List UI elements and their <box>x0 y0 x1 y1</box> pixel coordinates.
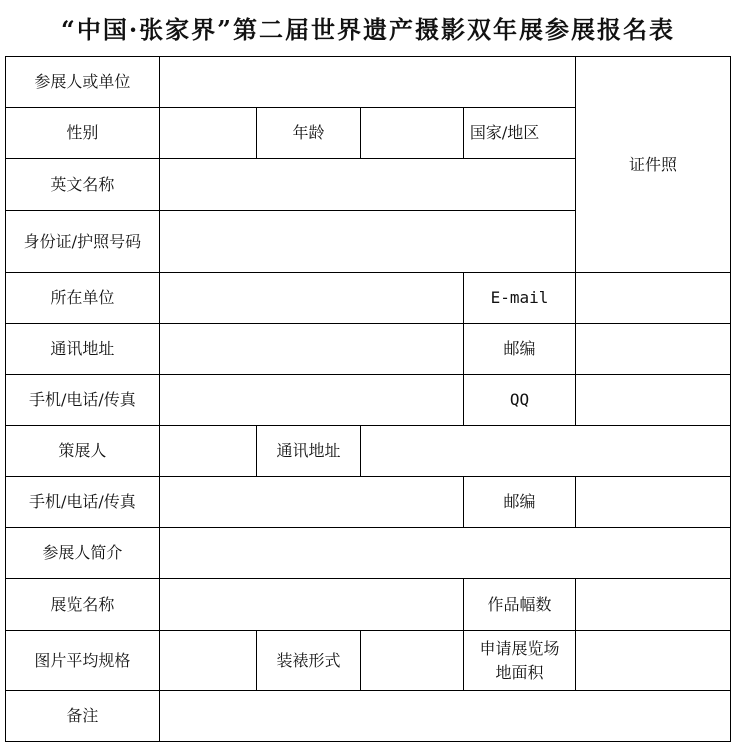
works-count-input-cell[interactable] <box>576 579 731 631</box>
curator-address-label: 通讯地址 <box>257 426 360 477</box>
mounting-input-cell[interactable] <box>360 631 463 691</box>
curator-phone-input-cell[interactable] <box>159 477 463 528</box>
mounting-label: 装裱形式 <box>257 631 360 691</box>
table-row <box>6 579 731 631</box>
table-row <box>6 426 731 477</box>
age-label: 年龄 <box>257 108 360 159</box>
organization-input-cell[interactable] <box>159 273 463 324</box>
table-row <box>6 691 731 742</box>
table-row <box>6 477 731 528</box>
qq-label: QQ <box>463 375 575 426</box>
curator-postcode-input-cell[interactable] <box>576 477 731 528</box>
id-number-input-cell[interactable] <box>159 211 575 273</box>
qq-input-cell[interactable] <box>576 375 731 426</box>
age-input-cell[interactable] <box>360 108 463 159</box>
participant-input-cell[interactable] <box>159 57 575 108</box>
country-label: 国家/地区 <box>469 123 540 142</box>
picture-spec-input-cell[interactable] <box>159 631 257 691</box>
bio-input-cell[interactable] <box>159 528 730 579</box>
form-title: “中国·张家界”第二届世界遗产摄影双年展参展报名表 <box>61 15 675 44</box>
id-photo-label: 证件照 <box>629 154 678 174</box>
address-input-cell[interactable] <box>159 324 463 375</box>
email-input-cell[interactable] <box>576 273 731 324</box>
works-count-label: 作品幅数 <box>463 579 575 631</box>
phone-input-cell[interactable] <box>159 375 463 426</box>
curator-label: 策展人 <box>6 426 160 477</box>
table-row <box>6 631 731 691</box>
curator-postcode-label: 邮编 <box>463 477 575 528</box>
bio-label: 参展人简介 <box>6 528 160 579</box>
curator-address-input-cell[interactable] <box>360 426 730 477</box>
area-label-line1: 申请展览场 <box>479 638 560 658</box>
organization-label: 所在单位 <box>6 273 160 324</box>
area-label <box>463 631 575 691</box>
english-name-input-cell[interactable] <box>159 159 575 211</box>
registration-form-table <box>5 56 731 742</box>
area-label-line2: 地面积 <box>495 662 544 682</box>
english-name-label: 英文名称 <box>6 159 160 211</box>
postcode-input-cell[interactable] <box>576 324 731 375</box>
table-row <box>6 375 731 426</box>
table-row <box>6 324 731 375</box>
picture-spec-label: 图片平均规格 <box>6 631 160 691</box>
table-row <box>6 273 731 324</box>
curator-phone-label: 手机/电话/传真 <box>6 477 160 528</box>
email-label: E-mail <box>463 273 575 324</box>
exhibition-name-label: 展览名称 <box>6 579 160 631</box>
id-photo-cell[interactable] <box>576 57 731 273</box>
gender-input-cell[interactable] <box>159 108 257 159</box>
gender-label: 性别 <box>6 108 160 159</box>
postcode-label: 邮编 <box>463 324 575 375</box>
table-row <box>6 528 731 579</box>
phone-label: 手机/电话/传真 <box>6 375 160 426</box>
id-number-label: 身份证/护照号码 <box>6 211 160 273</box>
address-label: 通讯地址 <box>6 324 160 375</box>
exhibition-name-input-cell[interactable] <box>159 579 463 631</box>
table-row <box>6 57 731 108</box>
remarks-input-cell[interactable] <box>159 691 730 742</box>
remarks-label: 备注 <box>6 691 160 742</box>
curator-input-cell[interactable] <box>159 426 257 477</box>
country-cell[interactable] <box>463 108 575 159</box>
area-input-cell[interactable] <box>576 631 731 691</box>
participant-label: 参展人或单位 <box>6 57 160 108</box>
